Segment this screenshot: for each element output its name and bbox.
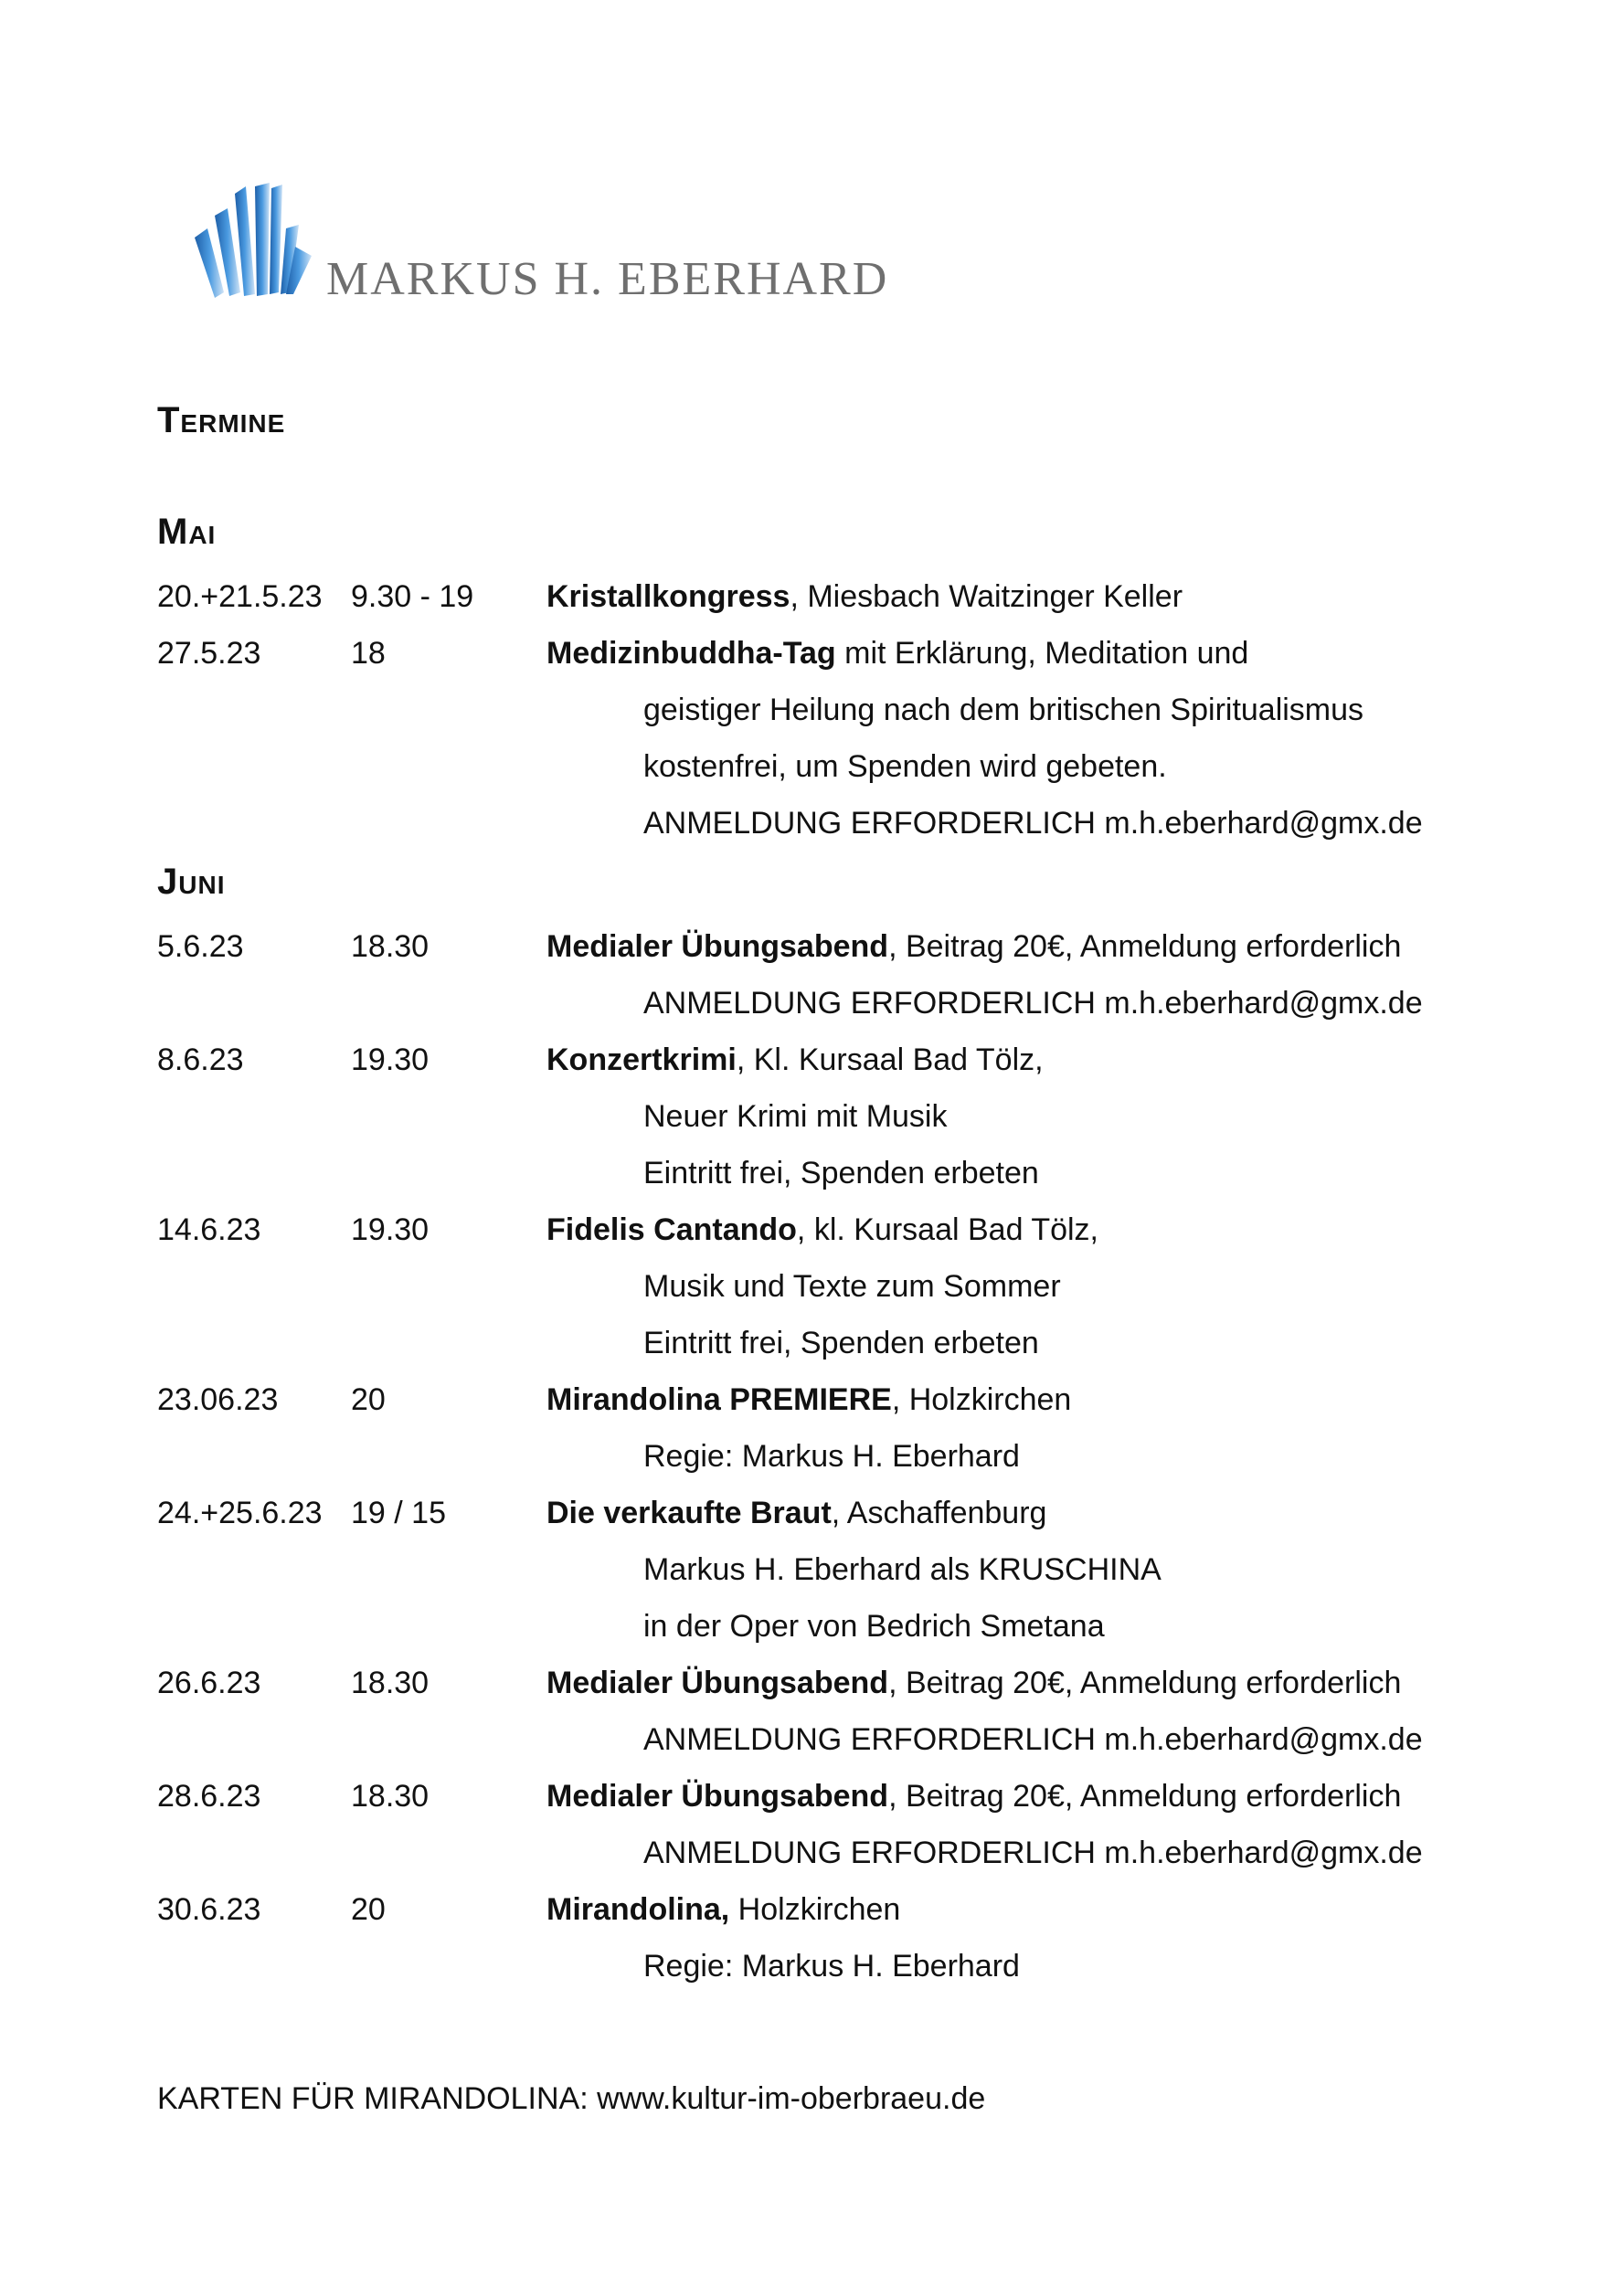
event-date: 14.6.23: [157, 1212, 261, 1247]
event-title: Die verkaufte Braut: [546, 1496, 832, 1530]
event-time: 20: [351, 1892, 386, 1927]
event-description: [546, 1201, 1098, 1258]
event-row: [0, 1201, 1623, 1258]
event-description: [546, 1655, 1401, 1711]
event-row: [0, 918, 1623, 975]
event-detail-line: Regie: Markus H. Eberhard: [643, 1949, 1020, 1984]
event-row: [0, 1032, 1623, 1088]
event-time: 18.30: [351, 1666, 430, 1700]
event-title: Medizinbuddha-Tag: [546, 636, 836, 671]
month-heading: Juni: [157, 862, 226, 902]
event-description: [546, 568, 1183, 625]
event-detail-line: Eintritt frei, Spenden erbeten: [643, 1156, 1039, 1190]
event-location: mit Erklärung, Meditation und: [835, 636, 1249, 671]
event-location: , Beitrag 20€, Anmeldung erforderlich: [888, 1779, 1402, 1814]
brand-name: MARKUS H. EBERHARD: [326, 253, 889, 305]
event-date: 5.6.23: [157, 929, 244, 964]
event-time: 18.30: [351, 1779, 430, 1814]
event-detail-line: Markus H. Eberhard als KRUSCHINA: [643, 1552, 1162, 1587]
event-date: 28.6.23: [157, 1779, 261, 1814]
event-row: [0, 1655, 1623, 1711]
brand-logo: [187, 181, 946, 309]
event-description: [546, 1881, 900, 1938]
event-time: 19.30: [351, 1042, 430, 1077]
registration-email-line: ANMELDUNG ERFORDERLICH m.h.eberhard@gmx.de: [643, 1722, 1423, 1757]
event-row: [0, 1881, 1623, 1938]
event-time: 19 / 15: [351, 1496, 446, 1530]
event-time: 9.30 - 19: [351, 579, 474, 614]
event-title: Mirandolina,: [546, 1892, 730, 1927]
event-description: [546, 625, 1248, 682]
event-location: , Miesbach Waitzinger Keller: [790, 579, 1183, 614]
month-heading: Mai: [157, 512, 217, 552]
event-detail-line: kostenfrei, um Spenden wird gebeten.: [643, 749, 1167, 784]
event-date: 20.+21.5.23: [157, 579, 323, 614]
event-date: 30.6.23: [157, 1892, 261, 1927]
event-description: [546, 1032, 1044, 1088]
event-title: Medialer Übungsabend: [546, 929, 889, 964]
event-location: , Aschaffenburg: [831, 1496, 1047, 1530]
event-title: Fidelis Cantando: [546, 1212, 797, 1247]
event-date: 23.06.23: [157, 1382, 279, 1417]
event-description: [546, 1485, 1046, 1541]
event-row: [0, 1371, 1623, 1428]
event-location: , Beitrag 20€, Anmeldung erforderlich: [888, 1666, 1402, 1700]
event-title: Medialer Übungsabend: [546, 1666, 889, 1700]
event-location: , Holzkirchen: [891, 1382, 1072, 1417]
event-date: 8.6.23: [157, 1042, 244, 1077]
event-row: [0, 625, 1623, 682]
event-date: 26.6.23: [157, 1666, 261, 1700]
event-detail-line: Eintritt frei, Spenden erbeten: [643, 1326, 1039, 1360]
event-detail-line: geistiger Heilung nach dem britischen Spiritualismus: [643, 693, 1364, 727]
event-time: 18.30: [351, 929, 430, 964]
registration-email-line: ANMELDUNG ERFORDERLICH m.h.eberhard@gmx.de: [643, 986, 1423, 1021]
crystal-icon: [187, 181, 315, 309]
event-detail-line: Neuer Krimi mit Musik: [643, 1099, 948, 1134]
registration-email-line: ANMELDUNG ERFORDERLICH m.h.eberhard@gmx.de: [643, 1836, 1423, 1870]
event-date: 27.5.23: [157, 636, 261, 671]
event-time: 20: [351, 1382, 386, 1417]
event-description: [546, 918, 1401, 975]
event-detail-line: Regie: Markus H. Eberhard: [643, 1439, 1020, 1474]
event-detail-line: in der Oper von Bedrich Smetana: [643, 1609, 1105, 1644]
event-detail-line: Musik und Texte zum Sommer: [643, 1269, 1061, 1304]
event-location: , Kl. Kursaal Bad Tölz,: [736, 1042, 1044, 1077]
registration-email-line: ANMELDUNG ERFORDERLICH m.h.eberhard@gmx.de: [643, 806, 1423, 841]
event-location: , kl. Kursaal Bad Tölz,: [796, 1212, 1098, 1247]
event-row: [0, 1768, 1623, 1825]
event-title: Kristallkongress: [546, 579, 790, 614]
event-time: 18: [351, 636, 386, 671]
event-location: , Beitrag 20€, Anmeldung erforderlich: [888, 929, 1402, 964]
page-title: Termine: [157, 400, 286, 440]
event-description: [546, 1371, 1071, 1428]
event-title: Mirandolina PREMIERE: [546, 1382, 892, 1417]
event-title: Medialer Übungsabend: [546, 1779, 889, 1814]
event-time: 19.30: [351, 1212, 430, 1247]
event-date: 24.+25.6.23: [157, 1496, 323, 1530]
event-title: Konzertkrimi: [546, 1042, 737, 1077]
event-location: Holzkirchen: [729, 1892, 901, 1927]
ticket-footer: KARTEN FÜR MIRANDOLINA: www.kultur-im-oberbraeu.de: [157, 2081, 986, 2116]
event-row: [0, 568, 1623, 625]
event-description: [546, 1768, 1401, 1825]
event-row: [0, 1485, 1623, 1541]
